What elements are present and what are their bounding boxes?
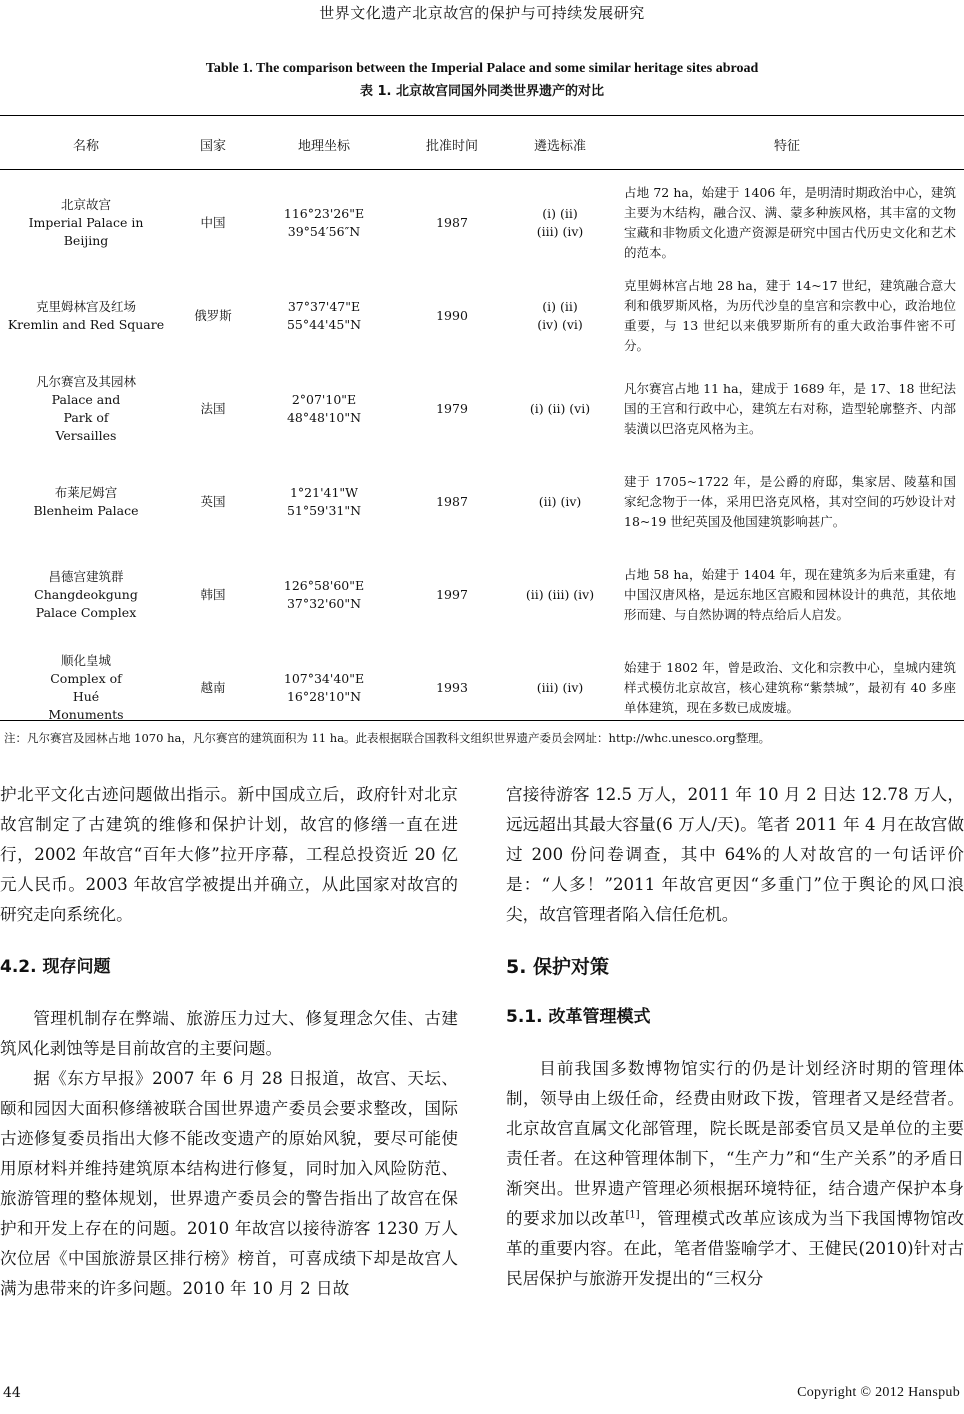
longitude: 1°21'41"W — [289, 484, 359, 500]
site-name-cell — [0, 641, 172, 734]
table-row — [0, 171, 964, 269]
feature-cell: 始建于 1802 年，曾是政治、文化和宗教中心，皇城内建筑样式模仿北京故宫，核心建筑称“紫禁城”，最初有 40 多座单体建筑，现在多数已成废墟。 — [624, 659, 956, 715]
table-row — [0, 362, 964, 455]
latitude: 16°28'10"N — [286, 688, 362, 704]
site-name-zh: 北京故宫 — [60, 196, 111, 212]
latitude: 48°48'10"N — [286, 409, 362, 425]
site-name-en: Blenheim Palace — [33, 502, 139, 518]
site-name-en: Changdeokgung Palace Complex — [34, 586, 138, 620]
section-heading-5: 5. 保护对策 — [506, 956, 610, 978]
longitude: 107°34'40"E — [283, 670, 365, 686]
header-country: 国家 — [199, 138, 226, 154]
table-header-row — [0, 117, 964, 171]
country-cell: 越南 — [200, 679, 226, 695]
criteria-line-2: (iii) (iv) — [536, 223, 584, 239]
site-name-cell — [0, 362, 172, 455]
longitude: 126°58'60"E — [283, 577, 365, 593]
site-name-cell — [0, 171, 172, 269]
feature-cell: 占地 58 ha，始建于 1404 年，现在建筑多为后来重建，有中国汉唐风格，是远东地区宫殿和园林设计的典范，其依地形而建、与自然协调的特点给后人启发。 — [624, 566, 956, 622]
criteria-cell — [510, 548, 610, 641]
table-title-en: Table 1. The comparison between the Imperial Palace and some similar heritage sites abroad — [205, 61, 759, 76]
criteria-line-1: (i) (ii) — [542, 298, 578, 314]
table-row — [0, 548, 964, 641]
criteria-cell — [510, 362, 610, 455]
table-row — [0, 269, 964, 362]
table-title-zh: 表 1. 北京故宫同国外同类世界遗产的对比 — [359, 84, 605, 99]
criteria-cell — [510, 641, 610, 734]
latitude: 39°54′56″N — [287, 223, 361, 239]
coordinates-cell — [254, 362, 394, 455]
header-coordinates: 地理坐标 — [297, 138, 350, 154]
left-column — [0, 780, 458, 1304]
country-cell: 法国 — [200, 400, 226, 416]
approval-year-cell: 1990 — [436, 307, 468, 323]
criteria-line-2: (iv) (vi) — [537, 316, 583, 332]
feature-cell: 克里姆林宫占地 28 ha，建于 14~17 世纪，建筑融合意大利和俄罗斯风格，为历代沙皇的皇宫和宗教中心，政治地位重要，与 13 世纪以来俄罗斯所有的重大政治事件密不可分。 — [624, 277, 956, 353]
country-cell: 中国 — [200, 214, 226, 230]
feature-cell: 凡尔赛宫占地 11 ha，建成于 1689 年，是 17、18 世纪法国的王宫和行政中心，建筑左右对称，造型轮廓整齐、内部装潢以巴洛克风格为主。 — [624, 380, 956, 436]
site-name-zh: 顺化皇城 — [60, 652, 111, 668]
site-name-zh: 昌德宫建筑群 — [48, 568, 124, 584]
header-approval-year: 批准时间 — [425, 138, 478, 154]
paragraph: 据《东方早报》2007 年 6 月 28 日报道，故宫、天坛、颐和园因大面积修缮被联合国世界遗产委员会要求整改，国际古迹修复委员指出大修不能改变遗产的原始风貌，要尽可能使用原材料并维持建筑原本结构进行修复，同时加入风险防范、旅游管理的整体规划，世界遗产委员会的警告指出了故宫在保护和开发上存在的问题。2010 年故宫以接待游客 1230 万人次位居《中国旅游景区排行榜》榜首，可喜成绩下却是故宫人满为患带来的许多问题。2010 年 10 月 2 日故 — [0, 1069, 458, 1298]
paragraph: 管理机制存在弊端、旅游压力过大、修复理念欠佳、古建筑风化剥蚀等是目前故宫的主要问题。 — [0, 1009, 458, 1058]
criteria-cell — [510, 171, 610, 269]
longitude: 2°07'10"E — [291, 391, 357, 407]
site-name-cell — [0, 455, 172, 548]
criteria-line-1: (i) (ii) (vi) — [529, 400, 591, 416]
approval-year-cell: 1987 — [436, 493, 468, 509]
coordinates-cell — [254, 641, 394, 734]
table-row — [0, 641, 964, 734]
site-name-zh: 克里姆林宫及红场 — [35, 298, 136, 314]
coordinates-cell — [254, 269, 394, 362]
table-note: 注：凡尔赛宫及园林占地 1070 ha，凡尔赛宫的建筑面积为 11 ha。此表根据联合国教科文组织世界遗产委员会网址：http://whc.unesco.org整理。 — [4, 731, 771, 745]
site-name-en: Palace and Park of Versailles — [51, 391, 121, 443]
right-column — [506, 780, 964, 1294]
feature-cell: 建于 1705~1722 年，是公爵的府邸，集家居、陵墓和国家纪念物于一体，采用巴洛克风格，其对空间的巧妙设计对 18~19 世纪英国及他国建筑影响甚广。 — [624, 473, 956, 529]
section-heading-5-1: 5.1. 改革管理模式 — [506, 1007, 651, 1027]
paragraph-text: 目前我国多数博物馆实行的仍是计划经济时期的管理体制，领导由上级任命，经费由财政下拨，管理者又是经营者。北京故宫直属文化部管理，院长既是部委官员又是单位的主要责任者。在这种管理体制下，“生产力”和“生产关系”的矛盾日渐突出。世界遗产管理必须根据环境特征，结合遗产保护本身的要求加以改革 — [506, 1059, 964, 1228]
site-name-en: Imperial Palace in Beijing — [28, 214, 144, 248]
approval-year-cell: 1997 — [436, 586, 468, 602]
approval-year-cell: 1979 — [436, 400, 468, 416]
longitude: 37°37'47"E — [287, 298, 361, 314]
site-name-cell — [0, 269, 172, 362]
site-name-cell — [0, 548, 172, 641]
table-row — [0, 455, 964, 548]
site-name-zh: 凡尔赛宫及其园林 — [35, 373, 136, 389]
header-criteria: 遴选标准 — [533, 138, 586, 154]
longitude: 116°23'26"E — [283, 205, 365, 221]
copyright: Copyright © 2012 Hanspub — [797, 1385, 960, 1400]
approval-year-cell: 1993 — [436, 679, 468, 695]
feature-cell: 占地 72 ha，始建于 1406 年，是明清时期政治中心，建筑主要为木结构，融合汉、满、蒙多种族风格，其丰富的文物宝藏和非物质文化遗产资源是研究中国古代历史文化和艺术的范本。 — [624, 185, 956, 260]
country-cell: 俄罗斯 — [194, 307, 232, 323]
coordinates-cell — [254, 171, 394, 269]
header-name: 名称 — [72, 138, 99, 154]
site-name-zh: 布莱尼姆宫 — [54, 484, 118, 500]
site-name-en: Complex of Hué Monuments — [48, 670, 124, 722]
criteria-line-1: (ii) (iv) — [538, 493, 582, 509]
criteria-line-1: (iii) (iv) — [536, 679, 584, 695]
paragraph: 宫接待游客 12.5 万人，2011 年 10 月 2 日达 12.78 万人，远远超出其最大容量(6 万人/天)。笔者 2011 年 4 月在故宫做过 200 份问卷调查，其中 64%的人对故宫的一句话评价是：“人多！”2011 年故宫更因“多重门”位于舆论的风口浪尖，故宫管理者陷入信任危机。 — [506, 785, 964, 924]
country-cell: 英国 — [200, 493, 226, 509]
coordinates-cell — [254, 455, 394, 548]
criteria-cell — [510, 269, 610, 362]
latitude: 55°44'45"N — [286, 316, 362, 332]
latitude: 51°59'31"N — [286, 502, 362, 518]
country-cell: 韩国 — [200, 586, 226, 602]
criteria-cell — [510, 455, 610, 548]
paragraph-text: ，管理模式改革应该成为当下我国博物馆改革的重要内容。在此，笔者借鉴喻学才、王健民(2010)针对古民居保护与旅游开发提出的“三权分 — [506, 1209, 964, 1288]
citation-link[interactable]: [1] — [625, 1209, 640, 1221]
approval-year-cell: 1987 — [436, 214, 468, 230]
heritage-comparison-table — [0, 117, 964, 734]
section-heading-4-2: 4.2. 现存问题 — [0, 957, 111, 977]
page-number: 44 — [3, 1385, 21, 1401]
criteria-line-1: (ii) (iii) (iv) — [525, 586, 595, 602]
paragraph — [506, 1054, 964, 1294]
coordinates-cell — [254, 548, 394, 641]
paragraph: 护北平文化古迹问题做出指示。新中国成立后，政府针对北京故宫制定了古建筑的维修和保护计划，故宫的修缮一直在进行，2002 年故宫“百年大修”拉开序幕，工程总投资近 20 亿元人民币。2003 年故宫学被提出并确立，从此国家对故宫的研究走向系统化。 — [0, 785, 458, 924]
site-name-en: Kremlin and Red Square — [7, 316, 165, 332]
latitude: 37°32'60"N — [286, 595, 362, 611]
criteria-line-1: (i) (ii) — [542, 205, 578, 221]
header-feature: 特征 — [773, 138, 800, 154]
table-top-rule — [0, 115, 964, 116]
running-head: 世界文化遗产北京故宫的保护与可持续发展研究 — [319, 4, 645, 22]
